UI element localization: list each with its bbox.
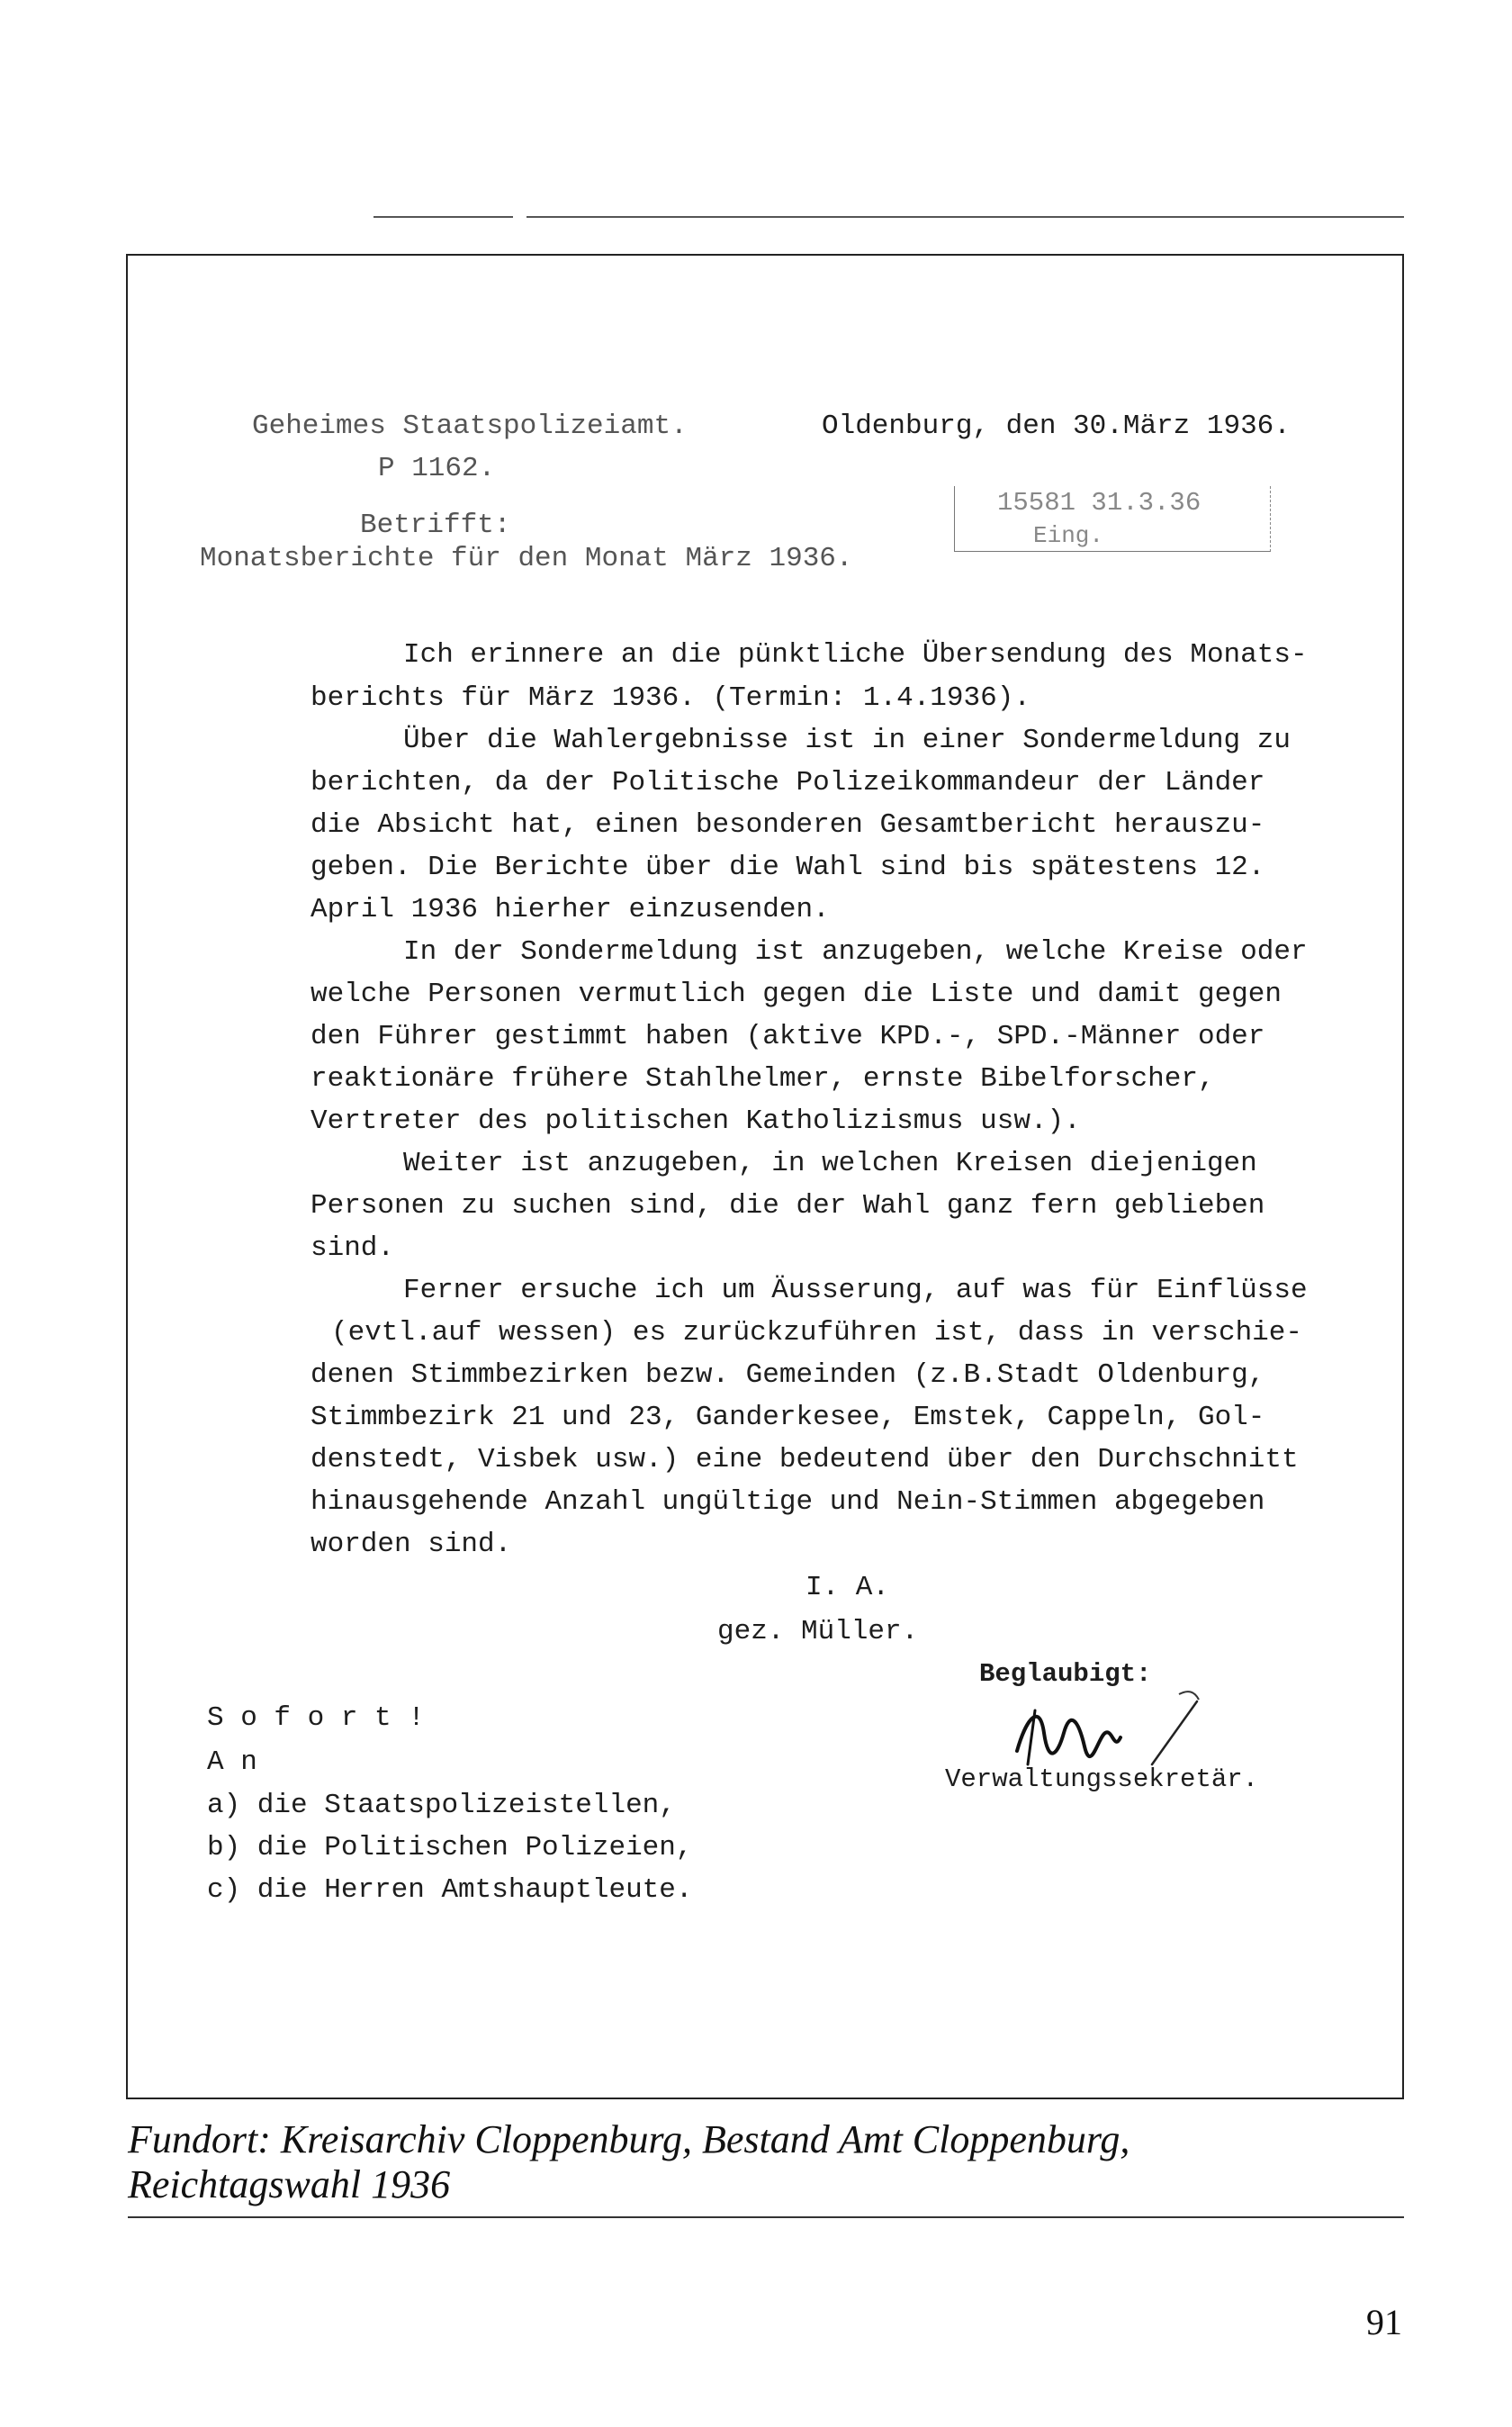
signatory-title: Verwaltungssekretär. [945,1764,1259,1794]
stamp-label: Eing. [1033,522,1104,549]
handwritten-signature [1008,1683,1251,1773]
body-line: Ferner ersuche ich um Äusserung, auf was für Einflüsse [403,1275,1308,1306]
source-caption-line2: Reichtagswahl 1936 [128,2162,451,2206]
body-line: welche Personen vermutlich gegen die Liste und damit gegen [310,979,1282,1010]
body-line: berichts für März 1936. (Termin: 1.4.1936). [310,682,1030,714]
caption-rule [128,2216,1404,2218]
recipients-label: A n [207,1746,257,1778]
top-rule-long [526,216,1404,218]
body-line: denen Stimmbezirken bezw. Gemeinden (z.B.Stadt Oldenburg, [310,1359,1265,1391]
stamp-number: 15581 31.3.36 [997,488,1202,518]
body-line: (evtl.auf wessen) es zurückzuführen ist, dass in verschie- [331,1317,1302,1349]
body-line: Ich erinnere an die pünktliche Übersendung des Monats- [403,639,1308,671]
body-line: April 1936 hierher einzusenden. [310,894,830,925]
body-line: Stimmbezirk 21 und 23, Ganderkesee, Emstek, Cappeln, Gol- [310,1402,1265,1433]
page-number: 91 [1366,2302,1402,2342]
certified-label: Beglaubigt: [979,1659,1152,1689]
recipient-item: b) die Politischen Polizeien, [207,1832,693,1863]
body-line: berichten, da der Politische Polizeikommandeur der Länder [310,767,1265,798]
body-line: reaktionäre frühere Stahlhelmer, ernste Bibelforscher, [310,1063,1215,1095]
body-line: denstedt, Visbek usw.) eine bedeutend über den Durchschnitt [310,1444,1299,1475]
agency-name: Geheimes Staatspolizeiamt. [252,411,688,442]
body-line: worden sind. [310,1529,512,1560]
body-line: geben. Die Berichte über die Wahl sind bis spätestens 12. [310,852,1265,883]
urgency-note: S o f o r t ! [207,1702,425,1734]
reference-number: P 1162. [378,453,496,484]
body-line: Weiter ist anzugeben, in welchen Kreisen diejenigen [403,1148,1257,1179]
recipient-item: c) die Herren Amtshauptleute. [207,1874,693,1906]
signatory-name: gez. Müller. [717,1616,919,1647]
body-line: den Führer gestimmt haben (aktive KPD.-, SPD.-Männer oder [310,1021,1265,1052]
body-line: Über die Wahlergebnisse ist in einer Sondermeldung zu [403,725,1291,756]
body-line: Vertreter des politischen Katholizismus usw.). [310,1105,1081,1137]
i-a-mark: I. A. [806,1572,890,1603]
recipient-item: a) die Staatspolizeistellen, [207,1790,676,1821]
top-rule-short [374,216,513,218]
body-line: Personen zu suchen sind, die der Wahl ganz fern geblieben [310,1190,1265,1222]
source-caption-line1: Fundort: Kreisarchiv Cloppenburg, Bestand Amt Cloppenburg, [128,2117,1130,2161]
body-line: hinausgehende Anzahl ungültige und Nein-Stimmen abgegeben [310,1486,1265,1518]
body-line: In der Sondermeldung ist anzugeben, welche Kreise oder [403,936,1308,968]
body-line: die Absicht hat, einen besonderen Gesamtbericht herauszu- [310,809,1265,841]
subject-text: Monatsberichte für den Monat März 1936. [200,543,853,574]
place-date: Oldenburg, den 30.März 1936. [822,411,1291,442]
body-line: sind. [310,1232,395,1264]
subject-label: Betrifft: [360,510,511,541]
